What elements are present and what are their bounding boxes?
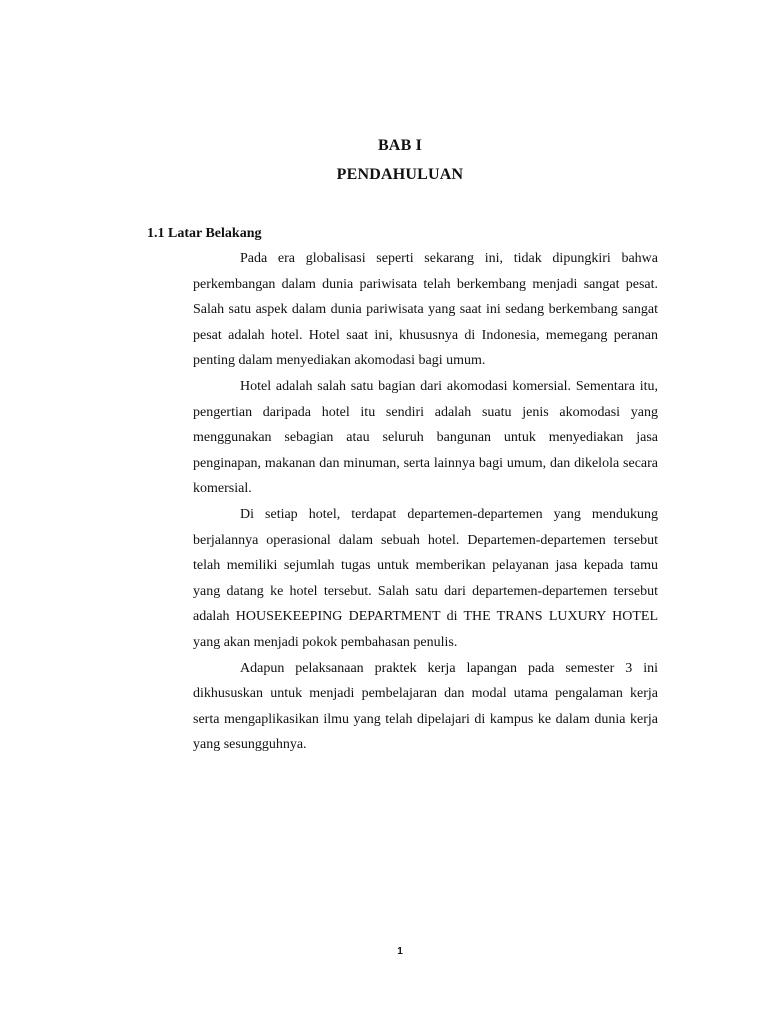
- section-heading: 1.1 Latar Belakang: [147, 226, 262, 241]
- paragraph: Adapun pelaksanaan praktek kerja lapangan pada semester 3 ini dikhususkan untuk menjadi pembelajaran dan modal utama pengalaman kerja serta mengaplikasikan ilmu yang telah dipelajari di kampus ke dalam dunia kerja yang sesungguhnya.: [193, 660, 658, 753]
- chapter-title: BAB I: [377, 137, 423, 154]
- paragraph: Pada era globalisasi seperti sekarang ini, tidak dipungkiri bahwa perkembangan dalam dunia pariwisata telah berkembang menjadi sangat pesat. Salah satu aspek dalam dunia pariwisata yang saat ini sedang berkembang sangat pesat adalah hotel. Hotel saat ini, khususnya di Indonesia, memegang peranan penting dalam menyediakan akomodasi bagi umum.: [193, 251, 658, 369]
- page-number: 1: [397, 946, 403, 957]
- chapter-subtitle: PENDAHULUAN: [336, 166, 464, 183]
- paragraph: Di setiap hotel, terdapat departemen-departemen yang mendukung berjalannya operasional dalam sebuah hotel. Departemen-departemen tersebut telah memiliki sejumlah tugas untuk memberikan pelayanan jasa kepada tamu yang datang ke hotel tersebut. Salah satu dari departemen-departemen tersebut adalah HOUSEKEEPING DEPARTMENT di THE TRANS LUXURY HOTEL yang akan menjadi pokok pembahasan penulis.: [193, 506, 658, 650]
- section-body: [193, 246, 658, 758]
- paragraph: Hotel adalah salah satu bagian dari akomodasi komersial. Sementara itu, pengertian daripada hotel itu sendiri adalah suatu jenis akomodasi yang menggunakan sebagian atau seluruh bangunan untuk menyediakan jasa penginapan, makanan dan minuman, serta lainnya bagi umum, dan dikelola secara komersial.: [193, 378, 658, 497]
